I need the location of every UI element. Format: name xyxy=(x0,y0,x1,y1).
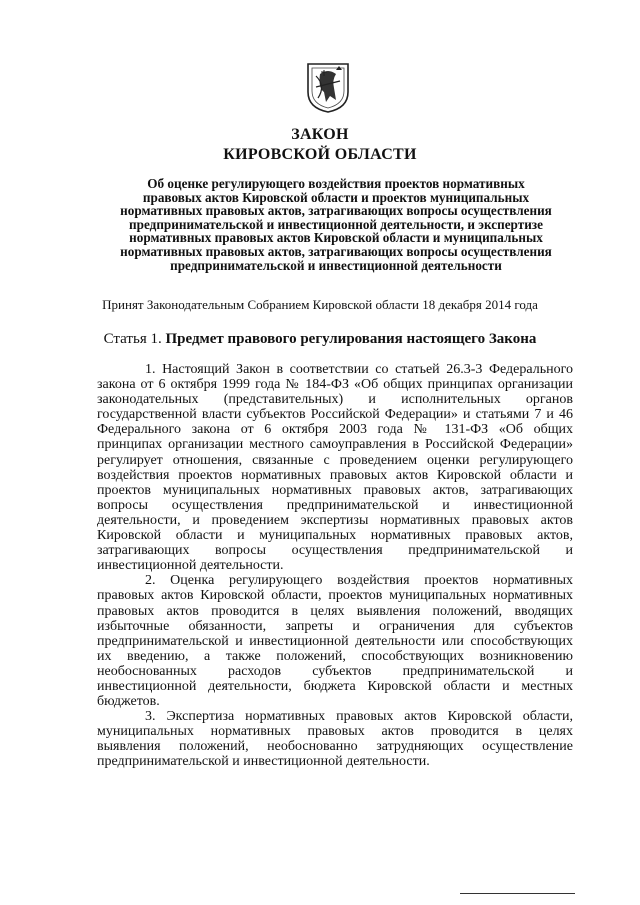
text-line: регулирует отношения, связанные с проведением оценки регулирующего xyxy=(97,452,573,468)
text-line: предпринимательской и инвестиционной деятельности или способствующих xyxy=(97,633,573,649)
text-line: затрагивающих вопросы осуществления предпринимательской и xyxy=(97,543,573,559)
text-line: инвестиционной деятельности, бюджета Кировской области и местных xyxy=(97,678,573,694)
article-number: Статья 1. xyxy=(103,331,166,347)
text-line: принципах организации местного самоуправления в Российской Федерации» xyxy=(97,437,573,453)
article-heading xyxy=(0,331,640,348)
paragraph-1 xyxy=(97,362,573,573)
article-title: Предмет правового регулирования настоящего Закона xyxy=(165,331,537,347)
text-line: Кировской области и муниципальных нормативных правовых актов, xyxy=(97,528,573,544)
adoption-statement: Принят Законодательным Собранием Кировской области 18 декабря 2014 года xyxy=(102,297,538,312)
text-line: необоснованных расходов субъектов предпринимательской и xyxy=(97,663,573,679)
kirov-coat-of-arms-icon xyxy=(306,62,350,114)
text-line: законодательных (представительных) и исполнительных органов xyxy=(97,392,573,408)
subtitle-line: нормативных правовых актов Кировской области и муниципальных xyxy=(129,230,543,246)
region-title: КИРОВСКОЙ ОБЛАСТИ xyxy=(223,146,417,163)
paragraph-2 xyxy=(97,573,573,709)
text-line: правовых актов Кировской области, проектов муниципальных нормативных xyxy=(97,588,573,604)
subtitle-line: предпринимательской и инвестиционной деятельности, и экспертизе xyxy=(129,216,543,232)
text-line: 3. Экспертиза нормативных правовых актов Кировской области, xyxy=(145,709,573,725)
article-body xyxy=(97,362,573,770)
paragraph-3 xyxy=(97,709,573,769)
law-title: ЗАКОН xyxy=(291,126,349,143)
text-line: предпринимательской и инвестиционной деятельности. xyxy=(97,754,430,770)
text-line: вопросы осуществления предпринимательской и инвестиционной xyxy=(97,497,573,513)
subtitle-line: правовых актов Кировской области и проектов муниципальных xyxy=(142,189,530,205)
subtitle-line: нормативных правовых актов, затрагивающих вопросы осуществления xyxy=(120,203,552,219)
text-line: проектов муниципальных нормативных правовых актов, затрагивающих xyxy=(97,482,573,498)
text-line: выявления положений, необоснованно затрудняющих осуществление xyxy=(97,739,573,755)
text-line: их введению, а также положений, способствующих возникновению xyxy=(97,648,573,664)
text-line: инвестиционной деятельности. xyxy=(97,558,284,574)
text-line: избыточные обязанности, запреты и ограничения для субъектов xyxy=(97,618,573,634)
subtitle-line: предпринимательской и инвестиционной деятельности xyxy=(170,257,502,273)
text-line: Федерального закона от 6 октября 2003 года № 131-ФЗ «Об общих xyxy=(97,422,573,438)
text-line: 2. Оценка регулирующего воздействия проектов нормативных xyxy=(145,573,573,589)
text-line: государственной власти субъектов Российской Федерации» и статьями 7 и 46 xyxy=(97,407,573,423)
text-line: правовых актов проводится в целях выявления положений, вводящих xyxy=(97,603,573,619)
subtitle-line: нормативных правовых актов, затрагивающих вопросы осуществления xyxy=(120,243,552,259)
footer-rule xyxy=(460,893,575,894)
text-line: закона от 6 октября 1999 года № 184-ФЗ «Об общих принципах организации xyxy=(97,377,573,393)
subtitle-line: Об оценке регулирующего воздействия проектов нормативных xyxy=(147,176,525,191)
text-line: бюджетов. xyxy=(97,694,160,710)
text-line: воздействия проектов нормативных правовых актов Кировской области и xyxy=(97,467,573,483)
text-line: 1. Настоящий Закон в соответствии со статьей 26.3-3 Федерального xyxy=(145,362,573,377)
text-line: деятельности, и проведением экспертизы нормативных правовых актов xyxy=(97,512,573,528)
law-subtitle xyxy=(96,177,576,272)
text-line: муниципальных нормативных правовых актов проводится в целях xyxy=(97,724,573,740)
